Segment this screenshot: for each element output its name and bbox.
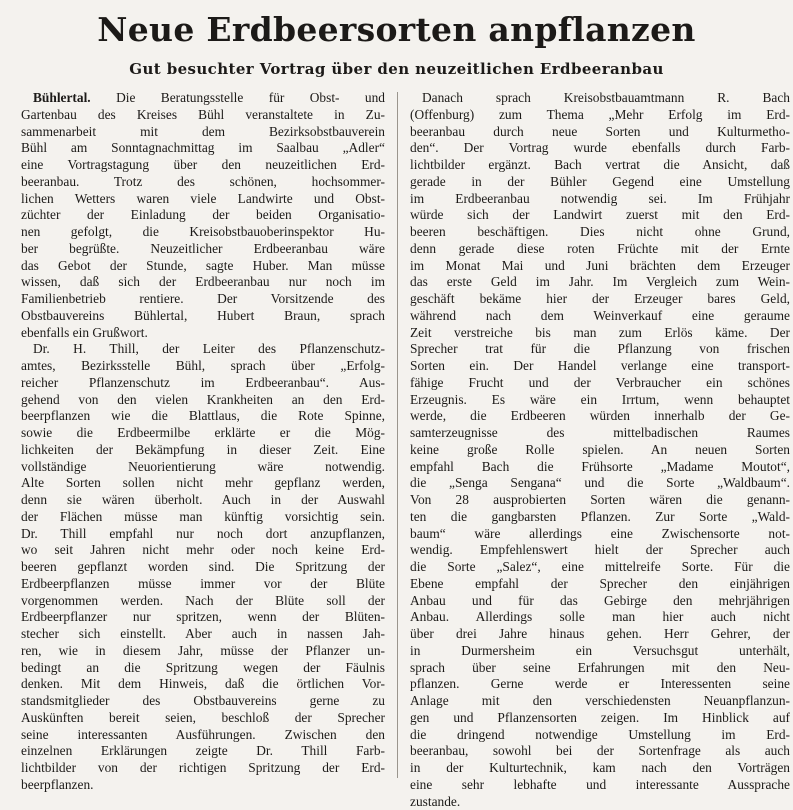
- article-text: wissen, daß sich der Erdbeeranbau nur noch im: [21, 274, 385, 289]
- article-text: gen und Pflanzensorten zeigen. Im Hinblick auf: [410, 710, 790, 725]
- article-column-right: [410, 90, 790, 810]
- article-text-line: [410, 727, 790, 744]
- article-subheadline: Gut besuchter Vortrag über den neuzeitlichen Erdbeeranbau: [0, 59, 793, 79]
- article-text: Obstbauvereins Bühlertal, Hubert Braun, sprach: [21, 308, 385, 323]
- article-text-line: [410, 258, 790, 275]
- article-column-left: [21, 90, 385, 794]
- article-text-line: [21, 660, 385, 677]
- article-text-line: [21, 760, 385, 777]
- article-text: beeranbau durch neue Sorten und Kulturmetho-: [410, 124, 790, 139]
- article-text-line: [21, 291, 385, 308]
- article-text-line: [410, 408, 790, 425]
- article-text: der Flächen müsse man künftig vorsichtig sein.: [21, 509, 385, 524]
- article-text: ren, wie in diesem Jahr, müsse der Pflanzer un-: [21, 643, 385, 658]
- article-text: Ebene empfahl der Sprecher den einjährigen: [410, 576, 790, 591]
- article-text: reicher Pflanzenschutz im Erdbeeranbau“. Aus-: [21, 375, 385, 390]
- article-text: gehend von den vielen Krankheiten an den Erd-: [21, 392, 385, 407]
- article-text: lichen Wetters waren viele Landwirte und Obst-: [21, 191, 385, 206]
- article-text: die „Senga Sengana“ und die Sorte „Waldbaum“.: [410, 475, 790, 490]
- article-text: standsmitglieder des Obstbauvereins gerne zu: [21, 693, 385, 708]
- article-text: sprach über seine Erfahrungen mit den Neu-: [410, 660, 790, 675]
- article-text: lichtbilder ergänzt. Bach vertrat die Ansicht, daß: [410, 157, 790, 172]
- article-text: bedingt an die Spritzung wegen der Fäulnis: [21, 660, 385, 675]
- article-text: amtes, Bezirksstelle Bühl, sprach über „Erfolg-: [21, 358, 385, 373]
- article-text: vorgenommen werden. Nach der Blüte soll der: [21, 593, 385, 608]
- article-text: Gartenbau des Kreises Bühl veranstaltete in Zu-: [21, 107, 385, 122]
- article-text-line: [410, 475, 790, 492]
- article-text-line: [410, 660, 790, 677]
- article-text-line: [21, 609, 385, 626]
- article-text-line: [410, 492, 790, 509]
- article-text-line: [21, 626, 385, 643]
- article-text: wendig. Empfehlenswert hielt der Sprecher auch: [410, 542, 790, 557]
- article-text-line: [410, 676, 790, 693]
- article-text-line: [21, 459, 385, 476]
- article-text-line: [410, 224, 790, 241]
- article-text: beeranbau, sowohl bei der Sortenfrage als auch: [410, 743, 790, 758]
- article-text-line: [21, 593, 385, 610]
- article-text: Zeit verstreiche bis man zum Erlös käme. Der: [410, 325, 790, 340]
- article-text: den“. Der Vortrag wurde ebenfalls durch Farb-: [410, 140, 790, 155]
- article-text-line: [410, 207, 790, 224]
- article-text: in der Kulturtechnik, kam nach den Vorträgen: [410, 760, 790, 775]
- article-text: beeren gepflanzt worden sind. Die Spritzung der: [21, 559, 385, 574]
- article-text: über drei Jahre hinaus gehen. Herr Gehrer, der: [410, 626, 790, 641]
- article-text: Alte Sorten sollen nicht mehr gepflanz werden,: [21, 475, 385, 490]
- article-text-line: [21, 475, 385, 492]
- article-text: Sprecher trat für die Pflanzung von frischen: [410, 341, 790, 356]
- article-text: einzelnen Erklärungen zeigte Dr. Thill Farb-: [21, 743, 385, 758]
- article-text-line: [410, 191, 790, 208]
- article-text-line: [21, 777, 385, 794]
- article-text-line: [21, 676, 385, 693]
- article-text: ebenfalls ein Grußwort.: [21, 325, 148, 340]
- article-text-line: [21, 392, 385, 409]
- article-text-line: [21, 643, 385, 660]
- article-text-line: [21, 274, 385, 291]
- article-text-line: [21, 576, 385, 593]
- article-text: Familienbetrieb rentiere. Der Vorsitzende des: [21, 291, 385, 306]
- article-text: die dringend notwendige Umstellung im Erd-: [410, 727, 790, 742]
- article-text-line: [21, 124, 385, 141]
- article-text: pflanzen. Gerne werde er Interessenten seine: [410, 676, 790, 691]
- article-text: nen gefolgt, die Kreisobstbauoberinspektor Hu-: [21, 224, 385, 239]
- article-text-line: [410, 593, 790, 610]
- article-text: ten die gangbarsten Pflanzen. Zur Sorte „Wald-: [410, 509, 790, 524]
- article-text-line: [410, 107, 790, 124]
- article-text: Erdbeerpflanzen müsse immer vor der Blüte: [21, 576, 385, 591]
- article-text: Von 28 ausprobierten Sorten wären die genann-: [410, 492, 790, 507]
- article-text-line: [410, 609, 790, 626]
- article-text: Danach sprach Kreisobstbauamtmann R. Bach: [422, 90, 790, 105]
- article-text-line: [21, 542, 385, 559]
- article-text-line: [21, 325, 385, 342]
- article-text-line: [410, 358, 790, 375]
- article-text-line: [410, 710, 790, 727]
- article-text: fähige Frucht und der Verbraucher ein schönes: [410, 375, 790, 390]
- article-text: beeranbau. Trotz des schönen, hochsommer-: [21, 174, 385, 189]
- article-text: denken. Mit dem Hinweis, daß die örtlichen Vor-: [21, 676, 385, 691]
- article-text-line: [21, 492, 385, 509]
- article-text-line: [21, 341, 385, 358]
- article-text: gerade in der Bühler Gegend eine Umstellung: [410, 174, 790, 189]
- article-text: sammenarbeit mit dem Bezirksobstbauverein: [21, 124, 385, 139]
- article-text-line: [410, 291, 790, 308]
- article-text-line: [410, 308, 790, 325]
- article-text: samterzeugnisse des mittelbadischen Raumes: [410, 425, 790, 440]
- article-text-line: [410, 90, 790, 107]
- article-text: wo seit Jahren nicht mehr oder noch keine Erd-: [21, 542, 385, 557]
- article-text: Dr. Thill empfahl nur noch dort anzupflanzen,: [21, 526, 385, 541]
- article-text-line: [410, 509, 790, 526]
- article-text: beerpflanzen wie die Blattlaus, die Rote Spinne,: [21, 408, 385, 423]
- article-text: während nach dem Weinverkauf eine geraume: [410, 308, 790, 323]
- article-text: das erste Geld im Jahr. Im Vergleich zum Wein-: [410, 274, 790, 289]
- article-text-line: [410, 124, 790, 141]
- article-text: beeren beschäftigen. Dies nicht ohne Grund,: [410, 224, 790, 239]
- article-text-line: [410, 174, 790, 191]
- article-text-line: [21, 526, 385, 543]
- article-text: Erdbeerpflanzer nur spritzen, wenn der Blüten-: [21, 609, 385, 624]
- article-text: keine große Rolle spielen. An neuen Sorten: [410, 442, 790, 457]
- article-text: lichtbilder von der richtigen Spritzung der Erd-: [21, 760, 385, 775]
- article-text: zustande.: [410, 794, 460, 809]
- article-text-line: [410, 526, 790, 543]
- article-text-line: [410, 274, 790, 291]
- article-text-line: [21, 224, 385, 241]
- article-text-line: [410, 241, 790, 258]
- article-text-line: [410, 442, 790, 459]
- article-text: Die Beratungsstelle für Obst- und: [116, 90, 385, 105]
- article-text-line: [410, 341, 790, 358]
- article-text: würde sich der Landwirt zuerst mit den Erd-: [410, 207, 790, 222]
- article-text-line: [21, 710, 385, 727]
- article-text-line: [410, 542, 790, 559]
- article-text-line: [410, 576, 790, 593]
- article-text-line: [410, 643, 790, 660]
- article-text-line: [410, 760, 790, 777]
- article-text: (Offenburg) zum Thema „Mehr Erfolg im Erd-: [410, 107, 790, 122]
- article-headline: Neue Erdbeersorten anpflanzen: [0, 10, 793, 50]
- article-text: Anbau. Allerdings solle man hier auch nicht: [410, 609, 790, 624]
- article-text-line: [410, 693, 790, 710]
- article-text-line: [21, 191, 385, 208]
- article-text: seine interessanten Ausführungen. Zwischen den: [21, 727, 385, 742]
- article-text: Auskünften bereit seien, beschloß der Sprecher: [21, 710, 385, 725]
- article-text: Sorten ein. Der Handel verlange eine transport-: [410, 358, 790, 373]
- article-text: Dr. H. Thill, der Leiter des Pflanzenschutz-: [33, 341, 385, 356]
- article-text-line: [21, 157, 385, 174]
- article-text-line: [21, 408, 385, 425]
- article-text-line: [21, 559, 385, 576]
- article-text-line: [410, 794, 790, 810]
- article-text-line: [410, 777, 790, 794]
- article-text-line: [410, 375, 790, 392]
- article-text-line: [410, 559, 790, 576]
- article-text-line: [21, 358, 385, 375]
- article-text: in Durmersheim ein Versuchsgut unterhält,: [410, 643, 790, 658]
- article-text: Erzeugnis. Es wäre ein Irrtum, wenn behauptet: [410, 392, 790, 407]
- article-text: werde, die Erdbeeren würden innerhalb der Ge-: [410, 408, 790, 423]
- article-text-line: [410, 425, 790, 442]
- article-text: denn gerade diese roten Früchte mit der Ernte: [410, 241, 790, 256]
- article-text-line: [21, 375, 385, 392]
- article-text: vollständige Neuorientierung wäre notwendig.: [21, 459, 385, 474]
- article-dateline: Bühlertal.: [33, 90, 91, 105]
- article-text-line: [21, 693, 385, 710]
- column-divider: [397, 92, 398, 778]
- article-text-line: [410, 140, 790, 157]
- article-text: das Gebot der Stunde, sagte Huber. Man müsse: [21, 258, 385, 273]
- article-text-line: [21, 207, 385, 224]
- article-text-line: [410, 157, 790, 174]
- article-text-line: [21, 425, 385, 442]
- article-text-line: [410, 392, 790, 409]
- article-text: eine Vortragstagung über den neuzeitlichen Erd-: [21, 157, 385, 172]
- article-text: denn sie wären überholt. Auch in der Auswahl: [21, 492, 385, 507]
- article-text-line: [21, 258, 385, 275]
- article-text: Bühl am Sonntagnachmittag im Saalbau „Adler“: [21, 140, 385, 155]
- article-text: Anbau und für das Gebirge den mehrjährigen: [410, 593, 790, 608]
- article-text: sowie die Erdbeermilbe erklärte er die Mög-: [21, 425, 385, 440]
- article-text: stecher sich einstellt. Aber auch in nassen Jah-: [21, 626, 385, 641]
- article-text-line: [21, 140, 385, 157]
- article-text-line: [21, 509, 385, 526]
- article-text: züchter der Einladung der beiden Organisatio-: [21, 207, 385, 222]
- article-text: Anlage mit den verschiedensten Neuanpflanzun-: [410, 693, 790, 708]
- article-text-line: [21, 308, 385, 325]
- article-text-line: [21, 107, 385, 124]
- article-text-line: [410, 626, 790, 643]
- article-text-line: [21, 241, 385, 258]
- article-text-line: [410, 459, 790, 476]
- article-text: lichkeiten der Bekämpfung in dieser Zeit. Eine: [21, 442, 385, 457]
- article-text-line: [410, 325, 790, 342]
- article-text-line: [21, 442, 385, 459]
- article-text-line: [410, 743, 790, 760]
- article-text-line: [21, 727, 385, 744]
- article-text: eine sehr lebhafte und interessante Aussprache: [410, 777, 790, 792]
- article-text: empfahl Bach die Frühsorte „Madame Moutot“,: [410, 459, 790, 474]
- article-text: ber begrüßte. Neuzeitlicher Erdbeeranbau wäre: [21, 241, 385, 256]
- article-text: die Sorte „Salez“, eine mittelreife Sorte. Für die: [410, 559, 790, 574]
- article-text-line: [21, 743, 385, 760]
- article-text: im Erdbeeranbau notwendig sei. Im Frühjahr: [410, 191, 790, 206]
- article-text-line: [21, 174, 385, 191]
- article-text: beerpflanzen.: [21, 777, 94, 792]
- article-text-line: [21, 90, 385, 107]
- article-text: baum“ wäre allerdings eine Zwischensorte not-: [410, 526, 790, 541]
- article-text: im Monat Mai und Juni brächten dem Erzeuger: [410, 258, 790, 273]
- article-text: geschäft bekäme hier der Erzeuger bares Geld,: [410, 291, 790, 306]
